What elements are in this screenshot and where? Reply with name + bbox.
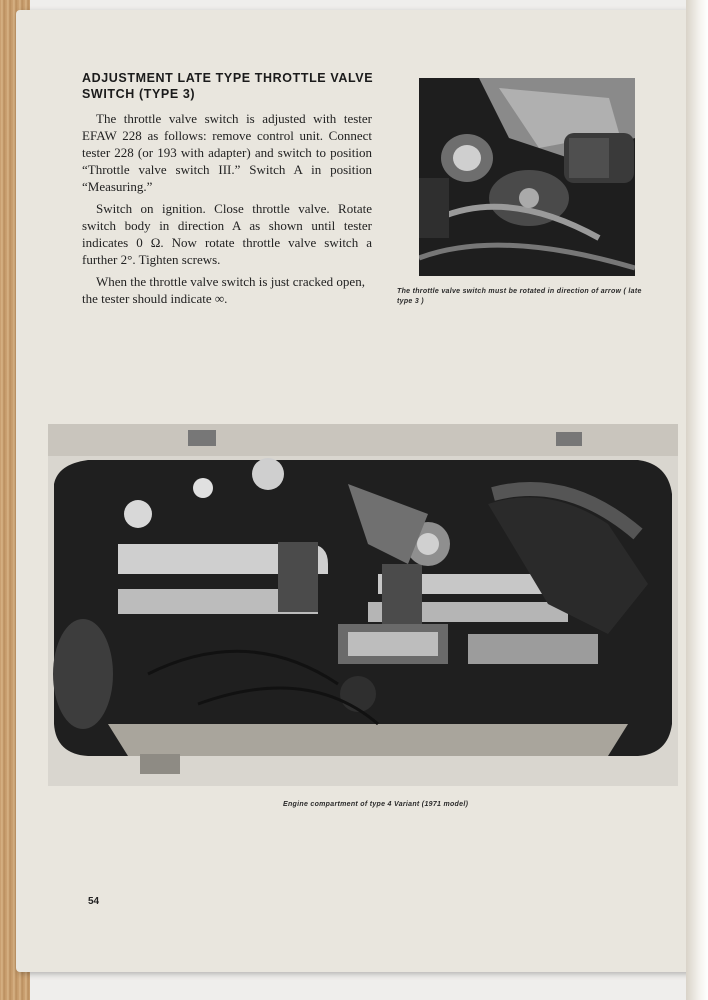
next-page-curl	[686, 0, 708, 1000]
paragraph-3: When the throttle valve switch is just cracked open, the tester should indicate ∞.	[82, 274, 365, 306]
figure-caption-top: The throttle valve switch must be rotated in direction of arrow ( late type 3 )	[397, 288, 642, 305]
body-text	[82, 110, 372, 312]
section-heading: ADJUSTMENT LATE TYPE THROTTLE VALVE SWITCH (TYPE 3)	[82, 71, 374, 101]
page-number: 54	[88, 896, 100, 907]
throttle-switch-photo	[419, 78, 635, 276]
engine-compartment-photo	[48, 424, 678, 786]
paragraph-2: Switch on ignition. Close throttle valve. Rotate switch body in direction A as shown until tester indicates 0 Ω. Now rotate throttle valve switch a further 2°. Tighten screws.	[82, 201, 372, 267]
figure-caption-bottom: Engine compartment of type 4 Variant (1971 model)	[283, 801, 469, 808]
paragraph-1: The throttle valve switch is adjusted with tester EFAW 228 as follows: remove control unit. Connect tester 228 (or 193 with adapter) and switch to position “Throttle valve switch III.” Switch A in position “Measuring.”	[82, 111, 372, 194]
